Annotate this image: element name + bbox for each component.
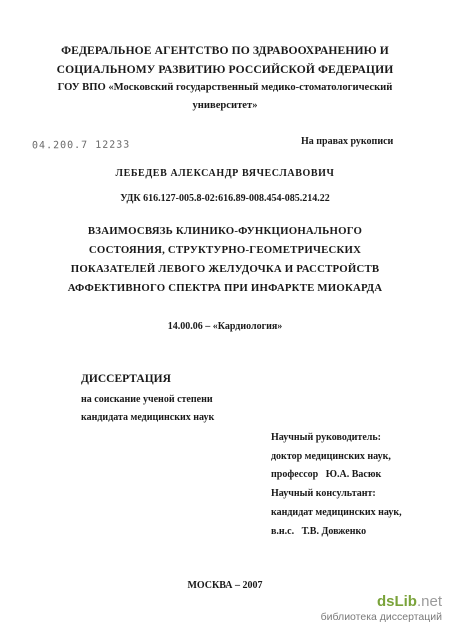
degree-line2: кандидата медицинских наук xyxy=(81,412,215,423)
watermark-logo-b: .net xyxy=(416,593,442,610)
advisor-name: профессор Ю.А. Васюк xyxy=(271,469,382,480)
city-year: МОСКВА – 2007 xyxy=(187,580,263,591)
watermark-subtitle: библиотека диссертаций xyxy=(320,611,442,623)
consultant-label: Научный консультант: xyxy=(271,488,376,499)
thesis-title-line3: ПОКАЗАТЕЛЕЙ ЛЕВОГО ЖЕЛУДОЧКА И РАССТРОЙСТВ xyxy=(70,263,380,275)
udk-code: УДК 616.127-005.8-02:616.89-008.454-085.214.22 xyxy=(120,193,330,204)
specialty-code: 14.00.06 – «Кардиология» xyxy=(167,321,283,332)
advisor-label: Научный руководитель: xyxy=(271,432,381,443)
watermark-logo xyxy=(321,594,442,610)
university-name-line1: ГОУ ВПО «Московский государственный медико-стоматологический xyxy=(57,82,393,93)
advisor-degree: доктор медицинских наук, xyxy=(271,451,391,462)
agency-name-line1: ФЕДЕРАЛЬНОЕ АГЕНТСТВО ПО ЗДРАВООХРАНЕНИЮ И xyxy=(61,44,389,57)
degree-line1: на соискание ученой степени xyxy=(81,394,213,405)
agency-name-line2: СОЦИАЛЬНОМУ РАЗВИТИЮ РОССИЙСКОЙ ФЕДЕРАЦИИ xyxy=(56,63,394,76)
author-name: ЛЕБЕДЕВ АЛЕКСАНДР ВЯЧЕСЛАВОВИЧ xyxy=(115,168,335,179)
rights-note: На правах рукописи xyxy=(301,136,394,147)
watermark-logo-a: dsLib xyxy=(376,593,417,610)
consultant-degree: кандидат медицинских наук, xyxy=(271,507,402,518)
consultant-name: в.н.с. Т.В. Довженко xyxy=(271,526,367,537)
university-name-line2: университет» xyxy=(192,100,258,111)
dissertation-label: ДИССЕРТАЦИЯ xyxy=(81,373,171,385)
archive-stamp: 04.200.7 12233 xyxy=(31,139,131,152)
thesis-title-line4: АФФЕКТИВНОГО СПЕКТРА ПРИ ИНФАРКТЕ МИОКАРДА xyxy=(67,282,383,294)
thesis-title-line2: СОСТОЯНИЯ, СТРУКТУРНО-ГЕОМЕТРИЧЕСКИХ xyxy=(88,244,362,256)
dslib-watermark xyxy=(321,594,442,624)
thesis-title-line1: ВЗАИМОСВЯЗЬ КЛИНИКО-ФУНКЦИОНАЛЬНОГО xyxy=(87,225,363,237)
